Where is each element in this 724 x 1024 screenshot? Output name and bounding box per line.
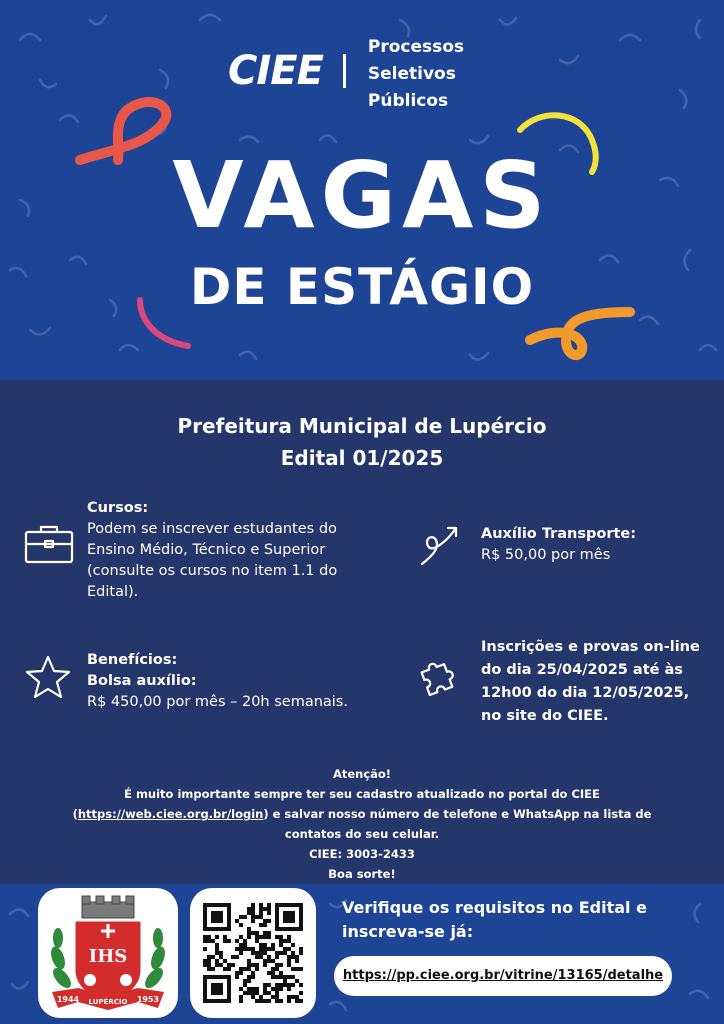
briefcase-icon (24, 524, 74, 564)
organization-heading (0, 410, 724, 474)
edital-url-link[interactable]: https://pp.ciee.org.br/vitrine/13165/detalhe (334, 956, 672, 996)
hero-banner (0, 0, 724, 380)
feature-inscricoes: Inscrições e provas on-line do dia 25/04/2025 até às 12h00 do dia 12/05/2025, no site do CIEE. (418, 636, 718, 732)
feature-transporte (418, 498, 708, 568)
feature-cursos: Cursos: Podem se inscrever estudantes do Ensino Médio, Técnico e Superior (consulte os cursos no item 1.1 do Edital). (24, 498, 374, 618)
ciee-brand (228, 34, 464, 114)
crest-year-left: 1944 (56, 995, 80, 1004)
info-section (0, 380, 724, 884)
organization-name: Prefeitura Municipal de Lupércio (177, 414, 547, 438)
feature-beneficios (24, 648, 374, 718)
attention-title: Atenção! (332, 767, 392, 781)
footer (0, 884, 724, 1024)
beneficios-title: Benefícios: (87, 652, 178, 668)
ciee-logo: CIEE (228, 48, 323, 94)
crest-initials: IHS (88, 946, 128, 967)
verify-heading: Verifique os requisitos no Edital e inscreva-se já: (342, 898, 647, 941)
crest-ribbon-name: LUPÉRCIO (88, 998, 128, 1006)
qr-card (190, 888, 316, 1018)
star-icon (24, 654, 72, 700)
crest-year-right: 1953 (136, 995, 160, 1004)
brand-tagline: Processos Seletivos Públicos (367, 37, 465, 111)
title-de-estagio: DE ESTÁGIO (189, 258, 535, 316)
qr-code-icon[interactable] (203, 903, 303, 1003)
login-link[interactable]: https://web.ciee.org.br/login (77, 807, 264, 821)
transporte-title: Auxílio Transporte: (481, 526, 637, 542)
title-vagas: VAGAS (172, 142, 552, 249)
bolsa-value: R$ 450,00 por mês – 20h semanais. (87, 694, 348, 710)
bolsa-title: Bolsa auxílio: (87, 673, 197, 689)
attention-notice: Atenção! É muito importante sempre ter seu cadastro atualizado no portal do CIEE (https://web.ciee.org.br/login) e salvar nosso número de telefone e WhatsApp na lista de contatos do seu celular. CIEE: 3003-2433 Boa sorte! (60, 764, 664, 884)
route-arrow-icon (418, 522, 462, 568)
puzzle-icon (418, 650, 464, 696)
municipal-crest (38, 888, 178, 1018)
ciee-phone: CIEE: 3003-2433 (309, 847, 415, 861)
brand-divider (343, 54, 346, 88)
orange-squiggle (530, 312, 630, 355)
edital-number: Edital 01/2025 (280, 446, 444, 470)
cursos-title: Cursos: (87, 500, 149, 516)
transporte-value: R$ 50,00 por mês (481, 547, 611, 563)
good-luck: Boa sorte! (328, 867, 396, 881)
crest-card (38, 888, 178, 1018)
